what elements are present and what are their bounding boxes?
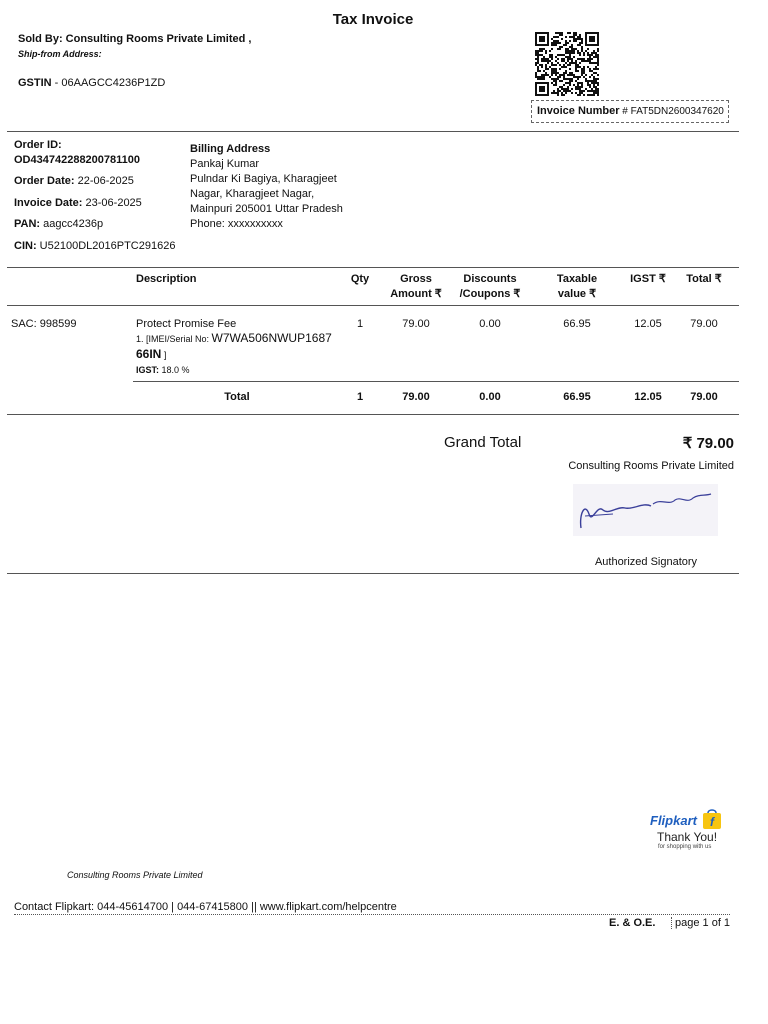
col-qty: Qty: [350, 273, 370, 285]
row-igst: 12.05: [634, 318, 662, 330]
sold-by: Sold By: Consulting Rooms Private Limited ,: [18, 33, 252, 45]
subtotal-border: [133, 381, 739, 382]
item-igst-rate: IGST: 18.0 %: [136, 365, 190, 375]
totals-total: 79.00: [690, 391, 718, 403]
item-serial: 1. [IMEI/Serial No: W7WA506NWUP1687: [136, 331, 332, 345]
totals-taxable: 66.95: [563, 391, 591, 403]
col-gross: Gross Amount ₹: [390, 273, 442, 300]
billing-phone: Phone: xxxxxxxxxx: [190, 218, 283, 230]
billing-line: Pulndar Ki Bagiya, Kharagjeet: [190, 173, 337, 185]
gstin-label: GSTIN: [18, 77, 52, 89]
billing-heading: Billing Address: [190, 143, 271, 155]
table-top-border: [7, 267, 739, 268]
invoice-number-box: [531, 100, 729, 123]
divider: [7, 573, 739, 574]
page-number: page 1 of 1: [671, 917, 730, 929]
row-total: 79.00: [690, 318, 718, 330]
invoice-number-value: # FAT5DN2600347620: [619, 106, 724, 117]
thank-you: Thank You!: [657, 830, 718, 844]
grand-total-value: ₹ 79.00: [682, 435, 734, 452]
billing-address: [190, 142, 343, 232]
pan: PAN: aagcc4236p: [14, 218, 104, 230]
qr-code-icon: [535, 32, 599, 96]
totals-label: Total: [224, 391, 250, 403]
row-gross: 79.00: [402, 318, 430, 330]
order-id-label: Order ID:: [14, 139, 62, 151]
row-qty: 1: [356, 318, 364, 330]
grand-total-label: Grand Total: [444, 434, 522, 451]
table-bottom-border: [7, 414, 739, 415]
order-id-value: OD434742288200781100: [14, 154, 141, 166]
col-igst: IGST ₹: [630, 273, 666, 285]
flipkart-logo: [650, 808, 723, 830]
footer-company: Consulting Rooms Private Limited: [67, 870, 203, 880]
footer-divider: [14, 914, 730, 915]
contact-info: Contact Flipkart: 044-45614700 | 044-67415800 || www.flipkart.com/helpcentre: [14, 901, 397, 913]
col-description: Description: [136, 273, 197, 285]
invoice-date: Invoice Date: 23-06-2025: [14, 197, 142, 209]
table-header-border: [7, 305, 739, 306]
errors-omissions: E. & O.E.: [609, 917, 656, 929]
gstin-value: - 06AAGCC4236P1ZD: [51, 77, 166, 89]
cin: CIN: U52100DL2016PTC291626: [14, 240, 176, 252]
item-serial-cont: 66IN ]: [136, 347, 167, 361]
gstin: [18, 77, 165, 89]
flipkart-bag-icon: [701, 808, 723, 830]
flipkart-logo-text: Flipkart: [650, 813, 697, 828]
order-date: Order Date: 22-06-2025: [14, 175, 134, 187]
row-taxable: 66.95: [563, 318, 591, 330]
billing-line: Nagar, Kharagjeet Nagar,: [190, 188, 315, 200]
col-discounts: Discounts /Coupons ₹: [459, 273, 521, 300]
ship-from-label: Ship-from Address:: [18, 49, 102, 59]
col-total: Total ₹: [686, 273, 722, 285]
totals-gross: 79.00: [402, 391, 430, 403]
svg-text:f: f: [710, 815, 715, 829]
signatory-company: Consulting Rooms Private Limited: [568, 460, 734, 472]
authorized-signatory: Authorized Signatory: [594, 556, 698, 568]
billing-name: Pankaj Kumar: [190, 158, 260, 170]
thank-you-sub: for shopping with us: [658, 844, 712, 850]
totals-qty: 1: [356, 391, 364, 403]
signature: [573, 484, 718, 536]
invoice-title: Tax Invoice: [332, 11, 414, 28]
col-taxable: Taxable value ₹: [556, 273, 598, 300]
divider: [7, 131, 739, 132]
sac-code: SAC: 998599: [11, 318, 77, 330]
row-discount: 0.00: [479, 318, 501, 330]
item-description: Protect Promise Fee: [136, 318, 237, 330]
invoice-number-label: Invoice Number: [537, 105, 620, 117]
billing-line: Mainpuri 205001 Uttar Pradesh: [190, 203, 343, 215]
totals-discount: 0.00: [479, 391, 501, 403]
totals-igst: 12.05: [634, 391, 662, 403]
